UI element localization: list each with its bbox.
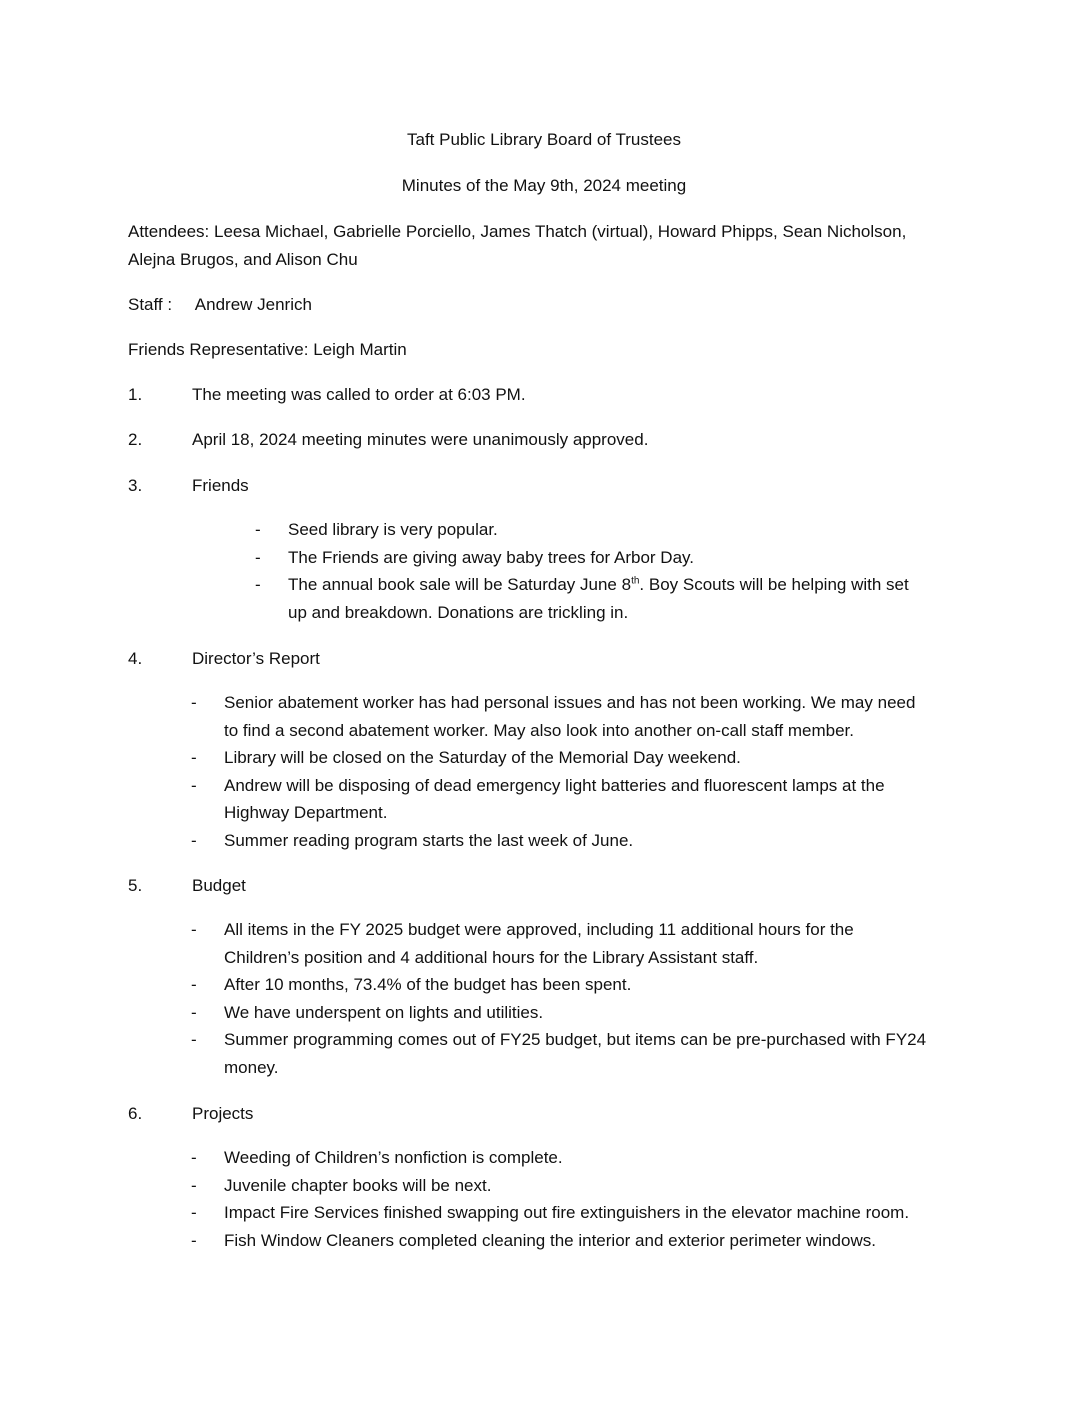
staff-line: Staff : Andrew Jenrich — [128, 295, 312, 314]
list-item: - Seed library is very popular. — [255, 520, 498, 539]
list-item: - Fish Window Cleaners completed cleaning the interior and exterior perimeter windows. — [191, 1230, 876, 1250]
list-item: - We have underspent on lights and utilities. — [191, 1002, 544, 1022]
item-number: 3. — [128, 476, 143, 495]
friends-bullet-list — [255, 516, 968, 626]
director-bullet-list — [191, 689, 969, 854]
budget-bullet-list — [191, 916, 969, 1081]
list-item: - Juvenile chapter books will be next. — [191, 1175, 492, 1195]
section-heading-friends: Friends — [192, 476, 249, 495]
projects-bullet-list — [191, 1144, 969, 1254]
item-number: 5. — [128, 876, 143, 895]
list-item: - The annual book sale will be Saturday June 8th. Boy Scouts will be helping with set up and breakdown. Donations are trickling in. — [255, 575, 909, 622]
item-number: 1. — [128, 385, 143, 404]
item-text: April 18, 2024 meeting minutes were unanimously approved. — [192, 430, 649, 449]
list-item: - Library will be closed on the Saturday of the Memorial Day weekend. — [191, 748, 741, 767]
section-heading-budget: Budget — [192, 876, 246, 895]
document-title: Taft Public Library Board of Trustees — [406, 130, 682, 149]
list-item: - All items in the FY 2025 budget were approved, including 11 additional hours for the Children’s position and 4 additional hours for the Library Assistant staff. — [191, 920, 854, 967]
item-number: 6. — [128, 1104, 143, 1123]
list-item: - Andrew will be disposing of dead emergency light batteries and fluorescent lamps at the Highway Department. — [191, 775, 885, 822]
friends-representative-line: Friends Representative: Leigh Martin — [128, 340, 407, 359]
attendees-line-1: Attendees: Leesa Michael, Gabrielle Porciello, James Thatch (virtual), Howard Phipps, Sean Nicholson, — [128, 222, 907, 241]
section-heading-directors-report: Director’s Report — [192, 649, 320, 668]
list-item: - The Friends are giving away baby trees for Arbor Day. — [255, 547, 694, 567]
list-item: - Senior abatement worker has had personal issues and has not been working. We may need to find a second abatement worker. May also look into another on-call staff member. — [191, 693, 916, 740]
list-item: - Impact Fire Services finished swapping out fire extinguishers in the elevator machine room. — [191, 1203, 910, 1222]
section-heading-projects: Projects — [192, 1104, 254, 1123]
item-text: The meeting was called to order at 6:03 PM. — [192, 385, 526, 404]
document-subtitle: Minutes of the May 9th, 2024 meeting — [401, 176, 687, 195]
item-number: 4. — [128, 649, 143, 668]
attendees-line-2: Alejna Brugos, and Alison Chu — [128, 250, 358, 269]
item-number: 2. — [128, 430, 143, 449]
list-item: - Weeding of Children’s nonfiction is complete. — [191, 1148, 563, 1167]
list-item: - Summer reading program starts the last week of June. — [191, 830, 634, 850]
list-item: - After 10 months, 73.4% of the budget has been spent. — [191, 975, 632, 994]
list-item: - Summer programming comes out of FY25 budget, but items can be pre-purchased with FY24 money. — [191, 1030, 927, 1077]
